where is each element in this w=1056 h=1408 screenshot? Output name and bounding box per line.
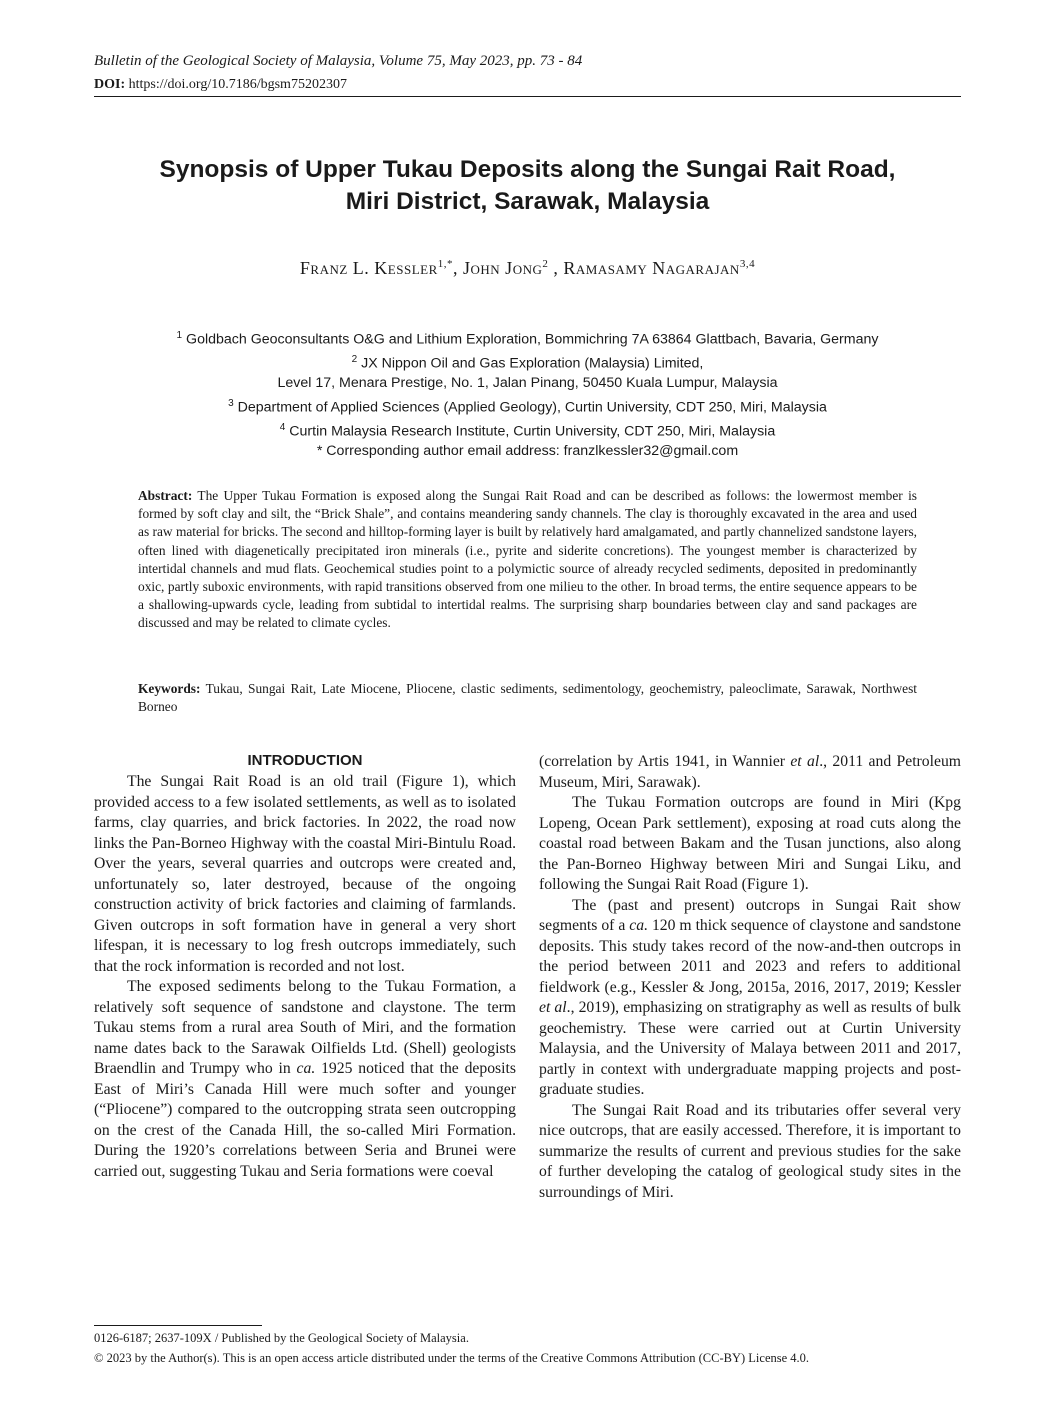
- paragraph-2-part-b: 1925 noticed that the deposits East of Miri’s Canada Hill were much softer and younger (“Pliocene”) compared to the outcropping strata seen outcropping on the crest of the Canada Hill, the so-called Miri Formation. During the 1920’s correlations between Seria and Brunei were carried out, suggesting Tukau and Seria formations were coeval: [94, 1060, 516, 1180]
- paragraph-4-part-a: The (past and present) outcrops in Sungai Rait show segments of a: [539, 896, 961, 934]
- affiliation-4-sup: 4: [279, 422, 286, 434]
- corresponding-author: * Corresponding author email address: franzlkessler32@gmail.com: [316, 443, 739, 460]
- paragraph-4-ca: ca.: [629, 917, 648, 934]
- author-2-sup: 2: [542, 258, 549, 270]
- affiliation-2-sup: 2: [351, 354, 358, 366]
- author-1: Franz L. Kessler: [299, 258, 438, 278]
- affiliations: [94, 326, 961, 462]
- abstract-text: The Upper Tukau Formation is exposed along the Sungai Rait Road and can be described as follows: the lowermost member is formed by soft clay and silt, the “Brick Shale”, and contains meandering sandy channels. The clay is thoroughly excavated in the area and used as raw material for bricks. The second and hilltop-forming layer is built by relatively hard amalgamated, and partly channelized sandstone layers, often lined with diagenetically precipitated iron minerals (i.e., pyrite and siderite concretions). The youngest member is characterized by intertidal channels and mud flats. Geochemical studies point to a polymictic source of already recycled sediments, deposited in predominantly oxic, partly suboxic environments, with rapid transitions observed from one milieu to the other. In broad terms, the entire sequence appears to be a shallowing-upwards cycle, leading from subtidal to intertidal realms. The surprising sharp boundaries between clay and sand packages are discussed and may be related to climate cycles.: [138, 488, 918, 631]
- paragraph-2-ca: ca.: [296, 1060, 316, 1077]
- paragraph-1: The Sungai Rait Road is an old trail (Figure 1), which provided access to a few isolated settlements, as well as to isolated farms, clay quarries, and brick factories. In 2022, the road now links the Pan-Borneo Highway with the coastal Miri-Bintulu Road. Over the years, several quarries and outcrops were created and, unfortunately so, later destroyed, because of the ongoing construction activity of brick factories and claiming of farmlands. Given outcrops in soft formation have in general a very short lifespan, it is necessary to log fresh outcrops immediately, such that the rock information is recorded and not lost.: [94, 773, 516, 975]
- keywords-text: Tukau, Sungai Rait, Late Miocene, Pliocene, clastic sediments, sedimentology, geochemistry, paleoclimate, Sarawak, Northwest Borneo: [138, 681, 917, 715]
- footer-license: © 2023 by the Author(s). This is an open access article distributed under the terms of the Creative Commons Attribution (CC-BY) License 4.0.: [94, 1351, 810, 1365]
- affiliation-2: [94, 350, 961, 374]
- affiliation-1-sup: 1: [176, 330, 183, 341]
- author-2: John Jong: [463, 258, 543, 278]
- affiliation-3: [94, 394, 961, 418]
- paragraph-2-continued: [539, 752, 961, 793]
- keywords-label: Keywords:: [138, 681, 201, 696]
- title-line-2: Miri District, Sarawak, Malaysia: [345, 188, 710, 215]
- affiliation-4: [94, 418, 961, 442]
- paper-title: [94, 154, 961, 218]
- paragraph-4-part-b: 120 m thick sequence of claystone and sandstone deposits. This study takes record of the now-and-then outcrops in the period between 2011 and 2023 and refers to additional fieldwork (e.g., Kessler & Jong, 2015a, 2016, 2017, 2019; Kessler: [539, 917, 961, 996]
- author-3: Ramasamy Nagarajan: [563, 258, 740, 278]
- affiliation-1-text: Goldbach Geoconsultants O&G and Lithium Exploration, Bommichring 7A 63864 Glattbach, Bavaria, Germany: [186, 331, 879, 348]
- affiliation-3-sup: 3: [228, 397, 234, 409]
- paragraph-2-et-al: et al: [790, 753, 820, 770]
- author-1-sup: 1,*: [437, 258, 454, 270]
- paragraph-2-cont-b: ., 2011 and Petroleum Museum, Miri, Sarawak).: [539, 753, 961, 791]
- author-3-sup: 3,4: [739, 258, 756, 270]
- paragraph-3: The Tukau Formation outcrops are found in Miri (Kpg Lopeng, Ocean Park settlement), exposing at road cuts along the coastal road between Bakam and the Tusan junctions, also along the Pan-Borneo Highway between Miri and Sungai Liku, and following the Sungai Rait Road (Figure 1).: [539, 794, 961, 893]
- footer-rule: [94, 1325, 262, 1326]
- doi-label: DOI:: [94, 77, 126, 92]
- affiliation-3-text: Department of Applied Sciences (Applied Geology), Curtin University, CDT 250, Miri, Malaysia: [237, 399, 827, 416]
- abstract-label: Abstract:: [138, 488, 193, 503]
- paragraph-2-part-a: The exposed sediments belong to the Tukau Formation, a relatively soft sequence of sandstone and claystone. The term Tukau stems from a rural area South of Miri, and the formation name dates back to the Sarawak Oilfields Ltd. (Shell) geologists Braendlin and Trumpy who in: [94, 978, 516, 1077]
- affiliation-2-text: JX Nippon Oil and Gas Exploration (Malaysia) Limited,: [361, 355, 704, 372]
- paragraph-4-et-al: et al: [539, 999, 567, 1016]
- keywords: [138, 680, 917, 716]
- paragraph-4: [539, 896, 961, 1101]
- section-heading-introduction: INTRODUCTION: [247, 752, 363, 769]
- doi-line: [94, 77, 347, 93]
- title-line-1: Synopsis of Upper Tukau Deposits along the Sungai Rait Road,: [159, 156, 896, 183]
- right-column: [539, 752, 961, 1203]
- doi-link[interactable]: https://doi.org/10.7186/bgsm75202307: [128, 77, 347, 92]
- author-list: Franz L. Kessler$^{1,*}$, John Jong$^2$ , Ramasamy Nagarajan$^{3,4}$: [299, 258, 756, 278]
- journal-citation: Bulletin of the Geological Society of Malaysia, Volume 75, May 2023, pp. 73 - 84: [94, 53, 583, 69]
- paragraph-2: [94, 977, 516, 1182]
- abstract: [138, 487, 917, 633]
- affiliation-4-text: Curtin Malaysia Research Institute, Curtin University, CDT 250, Miri, Malaysia: [289, 423, 776, 440]
- header-rule: [94, 96, 961, 97]
- paragraph-5: The Sungai Rait Road and its tributaries offer several very nice outcrops, that are easily accessed. Therefore, it is important to summarize the results of current and previous studies for the sake of further developing the catalog of geological study sites in the surroundings of Miri.: [539, 1101, 961, 1201]
- paragraph-2-cont-a: (correlation by Artis 1941, in Wannier: [539, 753, 791, 770]
- affiliation-2-address: Level 17, Menara Prestige, No. 1, Jalan Pinang, 50450 Kuala Lumpur, Malaysia: [277, 375, 778, 392]
- left-column: [94, 750, 516, 1182]
- footer-issn: 0126-6187; 2637-109X / Published by the Geological Society of Malaysia.: [94, 1331, 469, 1345]
- affiliation-1: [94, 326, 961, 350]
- paragraph-4-part-c: ., 2019), emphasizing on stratigraphy as well as results of bulk geochemistry. These were carried out at Curtin University Malaysia, and the University of Malaya between 2011 and 2017, partly in context with undergraduate mapping projects and post-graduate studies.: [539, 999, 961, 1098]
